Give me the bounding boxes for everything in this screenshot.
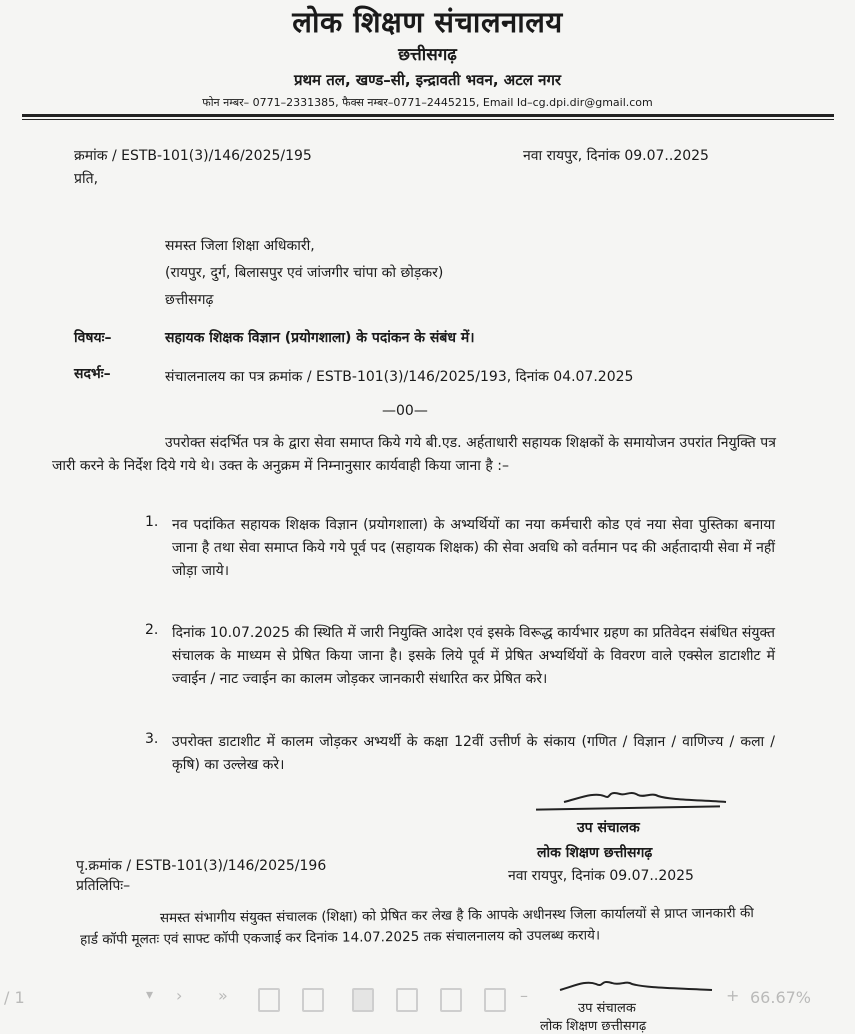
separator: —00— [382,403,428,419]
endorsement-signature-designation: उप संचालक [578,1001,636,1016]
double-chevron-right-icon[interactable]: » [218,986,228,1005]
list-item: उपरोक्त डाटाशीट में कालम जोड़कर अभ्यर्थी के कक्षा 12वीं उत्तीर्ण के संकाय (गणित / विज्ञान / वाणिज्य / कला / कृषि) का उल्लेख करे। [172,734,775,773]
rotate-page-icon[interactable] [258,988,280,1012]
addressee-line: (रायपुर, दुर्ग, बिलासपुर एवं जांजगीर चांपा को छोड़कर) [165,265,444,281]
continuous-view-icon[interactable] [396,988,418,1012]
office-state: छत्तीसगढ़ [398,45,457,65]
letter-place-date: नवा रायपुर, दिनांक 09.07..2025 [523,148,709,164]
list-item-number: 2. [145,622,159,638]
zoom-out-icon[interactable]: – [520,986,528,1005]
endorsement-place-date: नवा रायपुर, दिनांक 09.07..2025 [508,868,694,884]
subject-text: सहायक शिक्षक विज्ञान (प्रयोगशाला) के पदांकन के संबंध में। [165,330,475,346]
office-contact: फोन नम्बर– 0771–2331385, फैक्स नम्बर–0771–2445215, Email Id–cg.dpi.dir@gmail.com [202,96,653,109]
addressee-line: समस्त जिला शिक्षा अधिकारी, [165,238,315,254]
office-address: प्रथम तल, खण्ड–सी, इन्द्रावती भवन, अटल नगर [293,71,562,89]
list-item: नव पदांकित सहायक शिक्षक विज्ञान (प्रयोगशाला) के अभ्यर्थियों का नया कर्मचारी कोड एवं नया सेवा पुस्तिका बनाया जाना है तथा सेवा समाप्त किये गये पूर्व पद (सहायक शिक्षक) की सेवा अवधि को वर्तमान पद की अर्हतादायी सेवा में नहीं जोड़ा जाये। [172,517,775,579]
chevron-right-icon[interactable]: › [176,986,183,1005]
grid-view-icon[interactable] [484,988,506,1012]
copy-page-icon[interactable] [302,988,324,1012]
header-rule [22,114,834,117]
zoom-level[interactable]: 66.67% [750,988,812,1007]
office-title: लोक शिक्षण संचालनालय [292,5,563,39]
list-item-number: 3. [145,731,159,747]
to-label: प्रति, [74,171,99,187]
reference-label: सदर्भः– [74,366,111,382]
chevron-down-icon[interactable]: ▾ [146,987,154,1003]
header-rule-thin [22,119,834,120]
endorsement-text: समस्त संभागीय संयुक्त संचालक (शिक्षा) को प्रेषित कर लेख है कि आपके अधीनस्थ जिला कार्यालयों से प्राप्त जानकारी की हार्ड कॉपी मूलतः एवं साफ्ट कॉपी एकजाई कर दिनांक 14.07.2025 तक संचालनालय को उपलब्ध कराये। [80,905,754,948]
viewer-toolbar [0,976,855,1024]
zoom-in-icon[interactable]: + [726,986,740,1005]
subject-label: विषयः– [74,330,112,346]
two-page-view-icon[interactable] [440,988,462,1012]
copy-label: प्रतिलिपिः– [76,878,131,894]
endorsement-signature-office: लोक शिक्षण छत्तीसगढ़ [540,1019,647,1034]
page-indicator: / 1 [4,988,25,1007]
reference-text: संचालनालय का पत्र क्रमांक / ESTB-101(3)/146/2025/193, दिनांक 04.07.2025 [165,369,634,385]
single-page-view-icon[interactable] [352,988,374,1012]
addressee-line: छत्तीसगढ़ [165,292,214,308]
signature-office: लोक शिक्षण छत्तीसगढ़ [537,845,653,861]
list-item: दिनांक 10.07.2025 की स्थिति में जारी नियुक्ति आदेश एवं इसके विरूद्ध कार्यभार ग्रहण का प्रतिवेदन संबंधित संयुक्त संचालक के माध्यम से प्रेषित किया जाना है। इसके लिये पूर्व में प्रेषित अभ्यर्थियों के विवरण वाले एक्सेल डाटाशीट में ज्वाईन / नाट ज्वाईन का कालम जोड़कर जानकारी संधारित कर प्रेषित करे। [172,625,775,687]
signature-designation: उप संचालक [577,820,640,836]
body-paragraph: उपरोक्त संदर्भित पत्र के द्वारा सेवा समाप्त किये गये बी.एड. अर्हताधारी सहायक शिक्षकों के समायोजन उपरांत नियुक्ति पत्र जारी करने के निर्देश दिये गये थे। उक्त के अनुक्रम में निम्नानुसार कार्यवाही किया जाना है :– [52,435,776,474]
letter-ref-number: क्रमांक / ESTB-101(3)/146/2025/195 [74,148,312,164]
list-item-number: 1. [145,514,159,530]
endorsement-ref-number: पृ.क्रमांक / ESTB-101(3)/146/2025/196 [76,858,327,874]
